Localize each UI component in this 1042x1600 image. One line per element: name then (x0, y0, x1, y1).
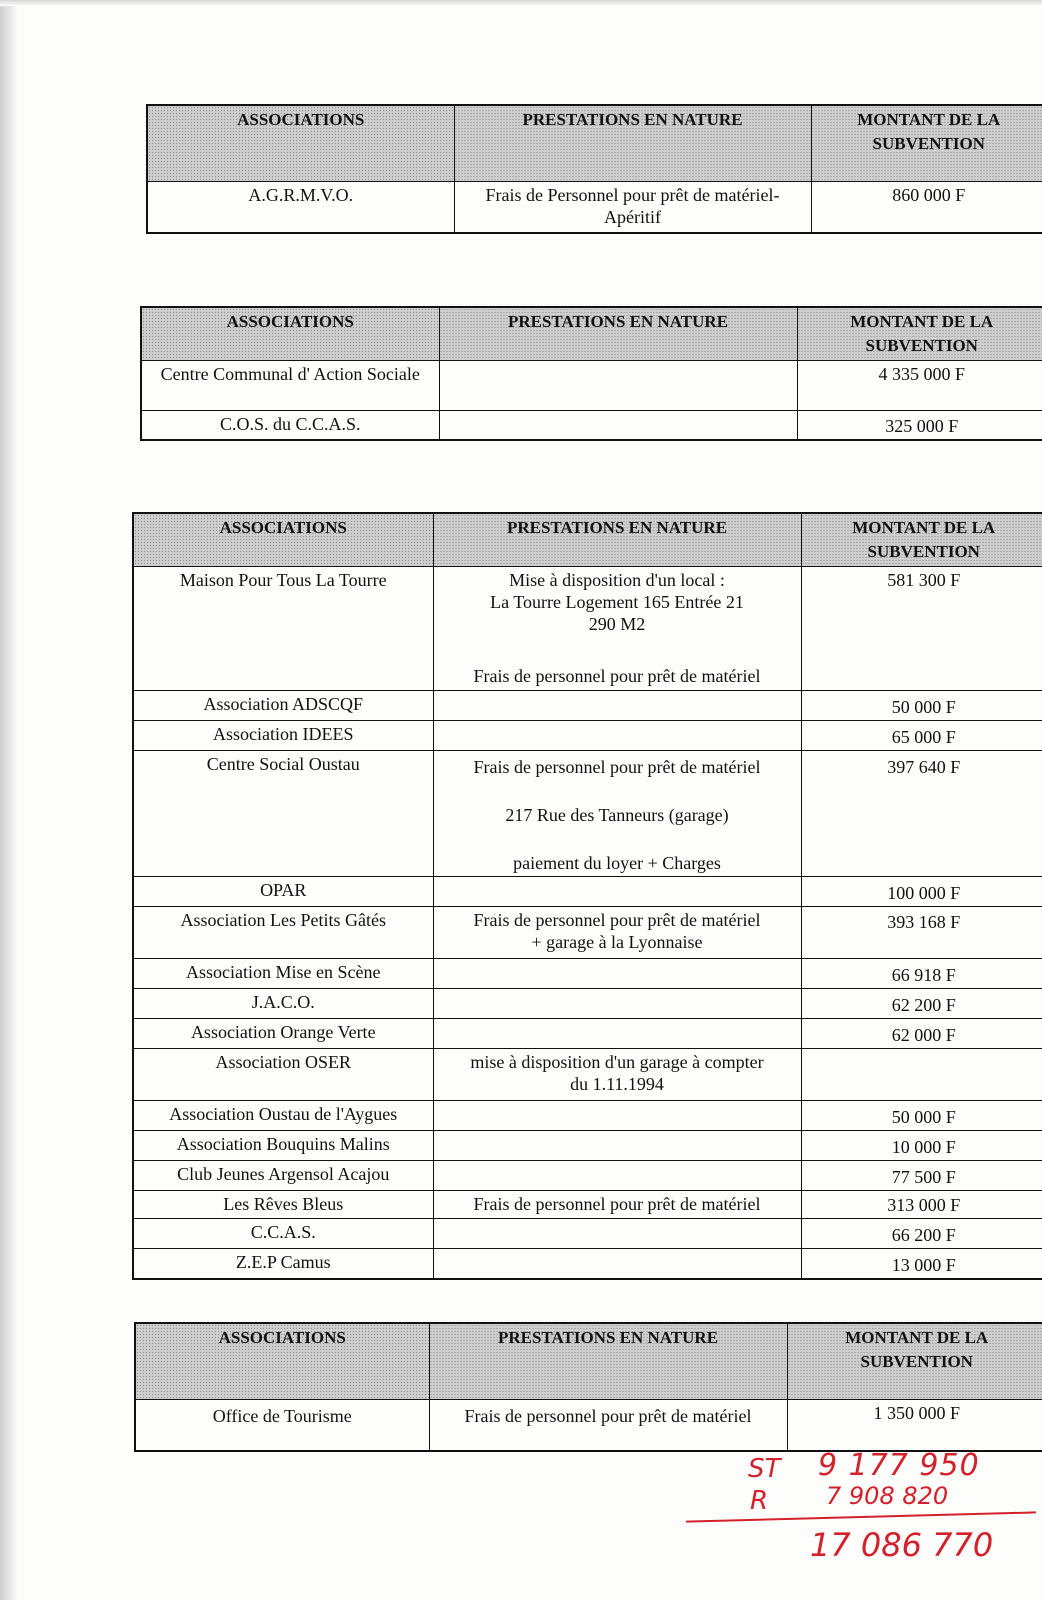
montant-cell: 62 000 F (801, 1019, 1042, 1049)
handwritten-st-value: 9 177 950 (818, 1448, 980, 1483)
montant-cell: 393 168 F (801, 907, 1042, 959)
montant-cell: 4 335 000 F (797, 361, 1042, 411)
montant-cell: 77 500 F (801, 1161, 1042, 1191)
table-ccas (140, 306, 1042, 441)
montant-cell: 860 000 F (811, 181, 1042, 233)
prestations-cell: Frais de personnel pour prêt de matériel (429, 1399, 787, 1451)
association-name: Z.E.P Camus (133, 1249, 433, 1280)
prestations-cell (433, 691, 801, 721)
table-row (133, 877, 1042, 907)
table-agrmvo (146, 104, 1042, 234)
header-prestations: PRESTATIONS EN NATURE (454, 105, 811, 181)
header-prestations: PRESTATIONS EN NATURE (439, 307, 797, 361)
table-row (133, 1131, 1042, 1161)
association-name: Maison Pour Tous La Tourre (133, 567, 433, 691)
table-row (133, 959, 1042, 989)
prestations-cell: Frais de Personnel pour prêt de matériel- Apéritif (454, 181, 811, 233)
handwritten-total: 17 086 770 (810, 1526, 994, 1564)
montant-cell: 581 300 F (801, 567, 1042, 691)
montant-cell: 62 200 F (801, 989, 1042, 1019)
handwritten-r-label: R (750, 1486, 769, 1516)
table-row (141, 361, 1042, 411)
association-name: A.G.R.M.V.O. (147, 181, 454, 233)
header-associations: ASSOCIATIONS (135, 1323, 429, 1399)
table-row (133, 1219, 1042, 1249)
handwritten-sum-line (686, 1511, 1036, 1522)
header-prestations: PRESTATIONS EN NATURE (429, 1323, 787, 1399)
prestations-cell (433, 1101, 801, 1131)
prestations-cell: Frais de personnel pour prêt de matériel 217 Rue des Tanneurs (garage) paiement du loyer + Charges (433, 751, 801, 877)
table-row (133, 1161, 1042, 1191)
association-name: Association Mise en Scène (133, 959, 433, 989)
table-row (133, 691, 1042, 721)
table-row (133, 1191, 1042, 1219)
prestations-cell (433, 1131, 801, 1161)
table-row (135, 1399, 1042, 1451)
montant-cell (801, 1049, 1042, 1101)
header-prestations: PRESTATIONS EN NATURE (433, 513, 801, 567)
montant-cell: 325 000 F (797, 411, 1042, 441)
association-name: Association OSER (133, 1049, 433, 1101)
montant-cell: 65 000 F (801, 721, 1042, 751)
prestations-cell (433, 1219, 801, 1249)
handwritten-r-value: 7 908 820 (826, 1482, 949, 1510)
montant-cell: 13 000 F (801, 1249, 1042, 1280)
header-montant: MONTANT DE LA SUBVENTION (801, 513, 1042, 567)
association-name: Club Jeunes Argensol Acajou (133, 1161, 433, 1191)
header-associations: ASSOCIATIONS (141, 307, 439, 361)
prestations-cell (433, 1161, 801, 1191)
prestations-cell (433, 1249, 801, 1280)
prestations-cell (433, 989, 801, 1019)
montant-cell: 100 000 F (801, 877, 1042, 907)
prestations-cell (439, 411, 797, 441)
table-row (133, 1019, 1042, 1049)
prestations-cell: mise à disposition d'un garage à compter du 1.11.1994 (433, 1049, 801, 1101)
montant-cell: 66 918 F (801, 959, 1042, 989)
header-montant: MONTANT DE LA SUBVENTION (797, 307, 1042, 361)
prestations-cell (433, 877, 801, 907)
table-row (133, 1049, 1042, 1101)
montant-cell: 10 000 F (801, 1131, 1042, 1161)
table-row (147, 181, 1042, 233)
montant-cell: 313 000 F (801, 1191, 1042, 1219)
montant-cell: 50 000 F (801, 691, 1042, 721)
association-name: Association Orange Verte (133, 1019, 433, 1049)
association-name: Centre Social Oustau (133, 751, 433, 877)
table-row (133, 989, 1042, 1019)
prestations-cell (433, 959, 801, 989)
header-associations: ASSOCIATIONS (133, 513, 433, 567)
header-montant: MONTANT DE LA SUBVENTION (811, 105, 1042, 181)
association-name: Office de Tourisme (135, 1399, 429, 1451)
scan-shadow-top (0, 0, 1042, 6)
table-row (133, 1101, 1042, 1131)
association-name: C.C.A.S. (133, 1219, 433, 1249)
association-name: Association Oustau de l'Aygues (133, 1101, 433, 1131)
header-montant: MONTANT DE LA SUBVENTION (787, 1323, 1042, 1399)
table-row (141, 411, 1042, 441)
association-name: Association Bouquins Malins (133, 1131, 433, 1161)
table-row (133, 567, 1042, 691)
montant-cell: 66 200 F (801, 1219, 1042, 1249)
prestations-cell (433, 1019, 801, 1049)
association-name: OPAR (133, 877, 433, 907)
handwritten-st-label: ST (748, 1454, 781, 1484)
prestations-cell (433, 721, 801, 751)
association-name: J.A.C.O. (133, 989, 433, 1019)
table-row (133, 721, 1042, 751)
montant-cell: 1 350 000 F (787, 1399, 1042, 1451)
prestations-cell: Frais de personnel pour prêt de matériel (433, 1191, 801, 1219)
association-name: Association Les Petits Gâtés (133, 907, 433, 959)
scan-shadow-edge (0, 0, 18, 1600)
table-row (133, 751, 1042, 877)
prestations-cell: Mise à disposition d'un local : La Tourre Logement 165 Entrée 21 290 M2 Frais de personnel pour prêt de matériel (433, 567, 801, 691)
header-associations: ASSOCIATIONS (147, 105, 454, 181)
table-row (133, 1249, 1042, 1280)
table-office-tourisme (134, 1322, 1042, 1452)
association-name: Centre Communal d' Action Sociale (141, 361, 439, 411)
montant-cell: 397 640 F (801, 751, 1042, 877)
table-associations-main (132, 512, 1042, 1280)
prestations-cell (439, 361, 797, 411)
association-name: Les Rêves Bleus (133, 1191, 433, 1219)
association-name: C.O.S. du C.C.A.S. (141, 411, 439, 441)
association-name: Association IDEES (133, 721, 433, 751)
table-row (133, 907, 1042, 959)
montant-cell: 50 000 F (801, 1101, 1042, 1131)
prestations-cell: Frais de personnel pour prêt de matériel + garage à la Lyonnaise (433, 907, 801, 959)
association-name: Association ADSCQF (133, 691, 433, 721)
